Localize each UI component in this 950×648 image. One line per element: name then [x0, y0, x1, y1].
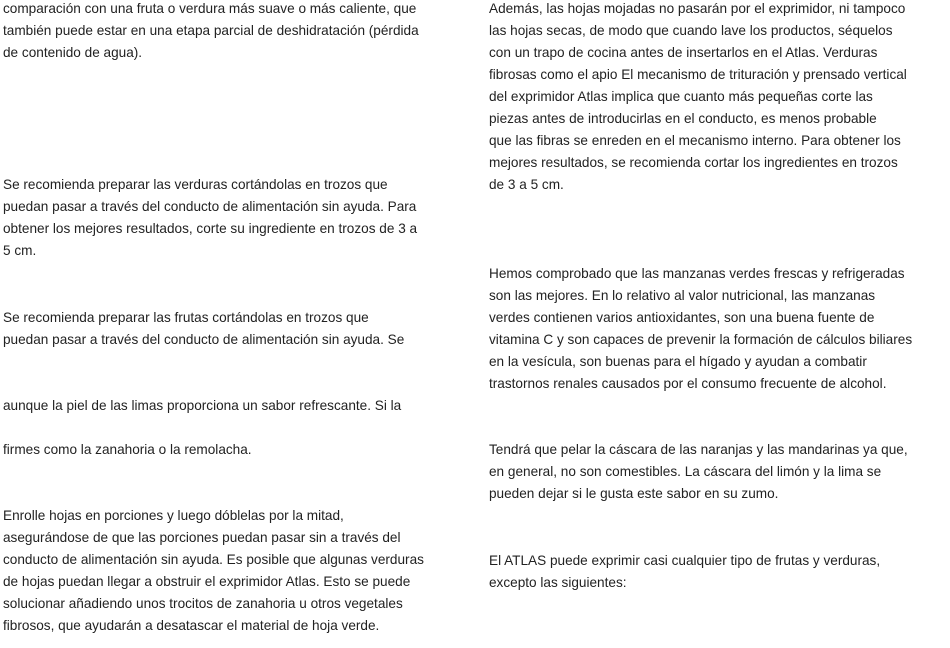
text-line: trastornos renales causados por el consumo frecuente de alcohol. [489, 376, 887, 391]
text-line: en general, no son comestibles. La cáscara del limón y la lima se [489, 464, 882, 479]
text-line: firmes como la zanahoria o la remolacha. [3, 442, 252, 457]
text-line: Se recomienda preparar las frutas cortándolas en trozos que [3, 310, 369, 325]
left-paragraph-dehydration [3, 0, 419, 64]
right-paragraph-wet-leaves [489, 0, 907, 196]
right-paragraph-green-apples [489, 263, 912, 395]
text-line: puedan pasar a través del conducto de alimentación sin ayuda. Para [3, 199, 417, 214]
text-line: pueden dejar si le gusta este sabor en su zumo. [489, 486, 779, 501]
left-paragraph-vegetables-prep [3, 174, 417, 262]
text-line: de contenido de agua). [3, 45, 143, 60]
text-line: las hojas secas, de modo que cuando lave los productos, séquelos [489, 23, 893, 38]
text-line: de hojas puedan llegar a obstruir el exprimidor Atlas. Esto se puede [3, 574, 411, 589]
text-line: mejores resultados, se recomienda cortar los ingredientes en trozos [489, 155, 898, 170]
text-line: fibrosas como el apio El mecanismo de trituración y prensado vertical [489, 67, 907, 82]
text-line: conducto de alimentación sin ayuda. Es posible que algunas verduras [3, 552, 424, 567]
text-line: aunque la piel de las limas proporciona un sabor refrescante. Si la [3, 398, 402, 413]
right-paragraph-atlas-exceptions [489, 550, 880, 594]
text-line: en la vesícula, son buenas para el hígado y ayudan a combatir [489, 354, 867, 369]
text-line: El ATLAS puede exprimir casi cualquier tipo de frutas y verduras, [489, 553, 881, 568]
text-line: de 3 a 5 cm. [489, 177, 564, 192]
text-line: comparación con una fruta o verdura más suave o más caliente, que [3, 1, 417, 16]
text-line: son las mejores. En lo relativo al valor nutricional, las manzanas [489, 288, 876, 303]
text-line: también puede estar en una etapa parcial de deshidratación (pérdida [3, 23, 419, 38]
text-line: piezas antes de introducirlas en el conducto, es menos probable [489, 111, 877, 126]
text-line: con un trapo de cocina antes de insertarlos en el Atlas. Verduras [489, 45, 878, 60]
text-line: excepto las siguientes: [489, 575, 627, 590]
text-line: verdes contienen varios antioxidantes, son una buena fuente de [489, 310, 875, 325]
text-line: del exprimidor Atlas implica que cuanto más pequeñas corte las [489, 89, 873, 104]
text-line: Además, las hojas mojadas no pasarán por el exprimidor, ni tampoco [489, 1, 906, 16]
text-line: fibrosos, que ayudarán a desatascar el material de hoja verde. [3, 618, 380, 633]
text-line: obtener los mejores resultados, corte su ingrediente en trozos de 3 a [3, 221, 418, 236]
text-line: Hemos comprobado que las manzanas verdes frescas y refrigeradas [489, 266, 905, 281]
text-line: puedan pasar a través del conducto de alimentación sin ayuda. Se [3, 332, 405, 347]
text-line: Tendrá que pelar la cáscara de las naranjas y las mandarinas ya que, [489, 442, 908, 457]
text-line: vitamina C y son capaces de prevenir la formación de cálculos biliares [489, 332, 913, 347]
left-paragraph-limes [3, 395, 401, 417]
text-line: que las fibras se enreden en el mecanismo interno. Para obtener los [489, 133, 901, 148]
left-paragraph-fruits-prep [3, 307, 404, 351]
right-paragraph-citrus-peel [489, 439, 908, 505]
left-paragraph-firm-vegetables [3, 439, 252, 461]
text-line: asegurándose de que las porciones puedan pasar sin a través del [3, 530, 401, 545]
text-line: solucionar añadiendo unos trocitos de zanahoria u otros vegetales [3, 596, 403, 611]
text-line: 5 cm. [3, 243, 37, 258]
text-line: Enrolle hojas en porciones y luego dóblelas por la mitad, [3, 508, 344, 523]
left-paragraph-leafy-greens [3, 505, 424, 637]
text-line: Se recomienda preparar las verduras cortándolas en trozos que [3, 177, 388, 192]
